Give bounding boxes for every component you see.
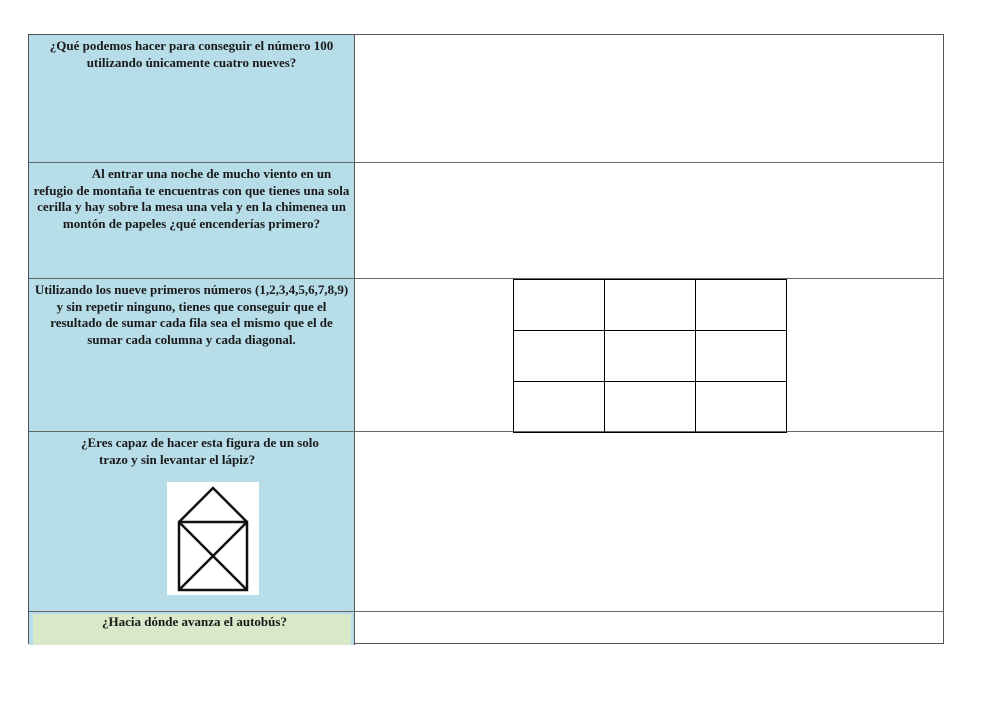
answer-cell	[355, 279, 943, 431]
question-text: ¿Eres capaz de hacer esta figura de un solo trazo y sin levantar el lápiz?	[81, 435, 319, 467]
grid-cell[interactable]	[514, 331, 605, 382]
worksheet-table	[28, 34, 944, 644]
grid-input[interactable]	[696, 331, 786, 381]
grid-cell[interactable]	[514, 280, 605, 331]
question-text: Utilizando los nueve primeros números (1,2,3,4,5,6,7,8,9) y sin repetir ninguno, tienes que conseguir que el resultado de sumar cada fila sea el mismo que el de sumar cada columna y cada diagonal.	[34, 282, 349, 347]
question-cell	[29, 612, 355, 645]
answer-cell[interactable]	[355, 432, 943, 611]
grid-input[interactable]	[696, 280, 786, 330]
question-cell	[29, 432, 355, 611]
grid-input[interactable]	[514, 280, 604, 330]
row-magic-square	[29, 279, 943, 432]
grid-cell[interactable]	[696, 382, 787, 433]
grid-input[interactable]	[605, 331, 695, 381]
magic-square-grid	[513, 279, 787, 433]
grid-cell[interactable]	[605, 280, 696, 331]
answer-cell[interactable]	[355, 612, 943, 645]
grid-input[interactable]	[696, 382, 786, 432]
question-cell	[29, 163, 355, 278]
grid-input[interactable]	[605, 382, 695, 432]
answer-cell[interactable]	[355, 163, 943, 278]
row-autobus	[29, 612, 943, 645]
question-cell	[29, 279, 355, 431]
grid-cell[interactable]	[696, 280, 787, 331]
grid-input[interactable]	[605, 280, 695, 330]
answer-input-autobus[interactable]	[355, 612, 943, 645]
question-cell	[29, 35, 355, 162]
question-text: ¿Hacia dónde avanza el autobús?	[102, 614, 287, 629]
row-single-stroke	[29, 432, 943, 612]
house-envelope-figure-icon	[167, 482, 259, 595]
row-cerilla	[29, 163, 943, 279]
grid-input[interactable]	[514, 331, 604, 381]
answer-cell[interactable]	[355, 35, 943, 162]
grid-cell[interactable]	[605, 331, 696, 382]
grid-cell[interactable]	[514, 382, 605, 433]
grid-input[interactable]	[514, 382, 604, 432]
answer-input-nines[interactable]	[355, 35, 943, 162]
question-text: Al entrar una noche de mucho viento en un refugio de montaña te encuentras con que tienes una sola cerilla y hay sobre la mesa una vela y en la chimenea un montón de papeles ¿qué encenderías primero?	[33, 166, 350, 231]
grid-cell[interactable]	[696, 331, 787, 382]
row-nines	[29, 35, 943, 163]
answer-input-cerilla[interactable]	[355, 163, 943, 278]
grid-cell[interactable]	[605, 382, 696, 433]
question-text: ¿Qué podemos hacer para conseguir el número 100 utilizando únicamente cuatro nueves?	[49, 38, 334, 70]
answer-input-single-stroke[interactable]	[355, 432, 943, 611]
